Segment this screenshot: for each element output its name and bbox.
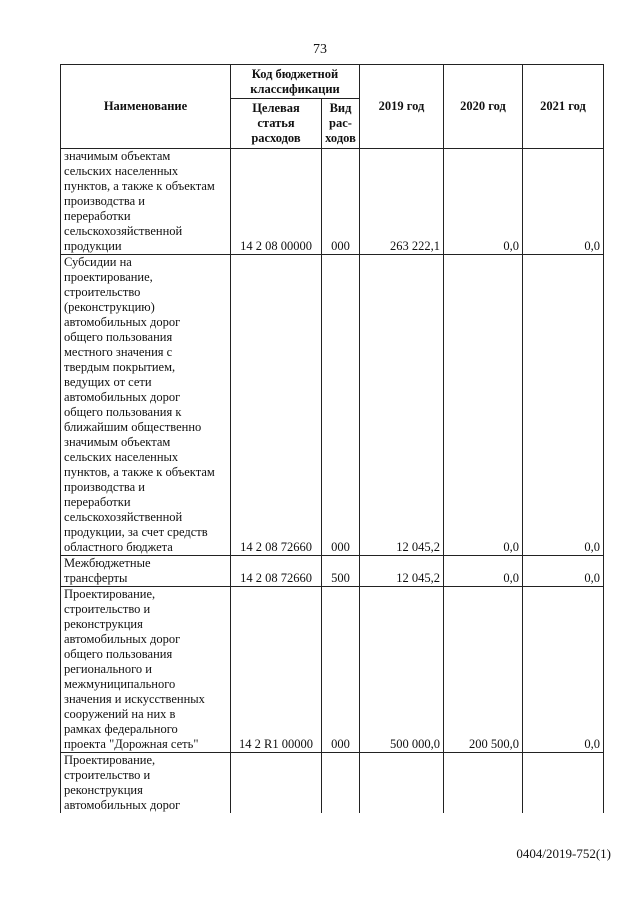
row-name: значимым объектам сельских населенных пунктов, а также к объектам производства и переработки сельскохозяйственной продукции — [61, 149, 231, 255]
row-value-2019: 263 222,1 — [360, 149, 444, 255]
row-value-2020: 0,0 — [444, 556, 523, 587]
row-expense-type: 000 — [322, 587, 360, 753]
row-expense-type: 500 — [322, 556, 360, 587]
row-expense-type — [322, 753, 360, 814]
row-value-2021 — [523, 753, 604, 814]
header-2019: 2019 год — [360, 65, 444, 149]
row-target-article: 14 2 08 72660 — [231, 255, 322, 556]
row-value-2020: 200 500,0 — [444, 587, 523, 753]
header-2020: 2020 год — [444, 65, 523, 149]
row-value-2021: 0,0 — [523, 149, 604, 255]
header-budget-code: Код бюджетной классификации — [231, 65, 360, 99]
header-2021: 2021 год — [523, 65, 604, 149]
budget-table — [60, 64, 604, 813]
row-name: Субсидии на проектирование, строительство (реконструкцию) автомобильных дорог общего пользования местного значения с твердым покрытием, ведущих от сети автомобильных дорог общего пользования к ближайшим общественно значимым объектам сельских населенных пунктов, а также к объектам производства и переработки сельскохозяйственной продукции, за счет средств областного бюджета — [61, 255, 231, 556]
row-value-2019: 12 045,2 — [360, 255, 444, 556]
row-expense-type: 000 — [322, 255, 360, 556]
document-code: 0404/2019-752(1) — [516, 846, 611, 861]
row-value-2019: 500 000,0 — [360, 587, 444, 753]
row-value-2021: 0,0 — [523, 556, 604, 587]
row-value-2019: 12 045,2 — [360, 556, 444, 587]
row-target-article — [231, 753, 322, 814]
row-target-article: 14 2 R1 00000 — [231, 587, 322, 753]
row-value-2020: 0,0 — [444, 255, 523, 556]
row-name: Проектирование, строительство и реконструкция автомобильных дорог — [61, 753, 231, 814]
row-expense-type: 000 — [322, 149, 360, 255]
row-value-2020 — [444, 753, 523, 814]
row-value-2021: 0,0 — [523, 255, 604, 556]
row-target-article: 14 2 08 72660 — [231, 556, 322, 587]
table-row — [61, 587, 604, 753]
row-value-2021: 0,0 — [523, 587, 604, 753]
row-value-2020: 0,0 — [444, 149, 523, 255]
table-header — [61, 65, 604, 149]
header-expense-type: Вид рас-ходов — [322, 99, 360, 149]
table-row — [61, 753, 604, 814]
table-row — [61, 556, 604, 587]
table-row — [61, 255, 604, 556]
row-target-article: 14 2 08 00000 — [231, 149, 322, 255]
row-name: Межбюджетные трансферты — [61, 556, 231, 587]
page-number: 73 — [313, 42, 327, 57]
header-target-article: Целевая статья расходов — [231, 99, 322, 149]
row-name: Проектирование, строительство и реконструкция автомобильных дорог общего пользования регионального и межмуниципального значения и искусственных сооружений на них в рамках федерального проекта "Дорожная сеть" — [61, 587, 231, 753]
header-name: Наименование — [61, 65, 231, 149]
table-row — [61, 149, 604, 255]
row-value-2019 — [360, 753, 444, 814]
